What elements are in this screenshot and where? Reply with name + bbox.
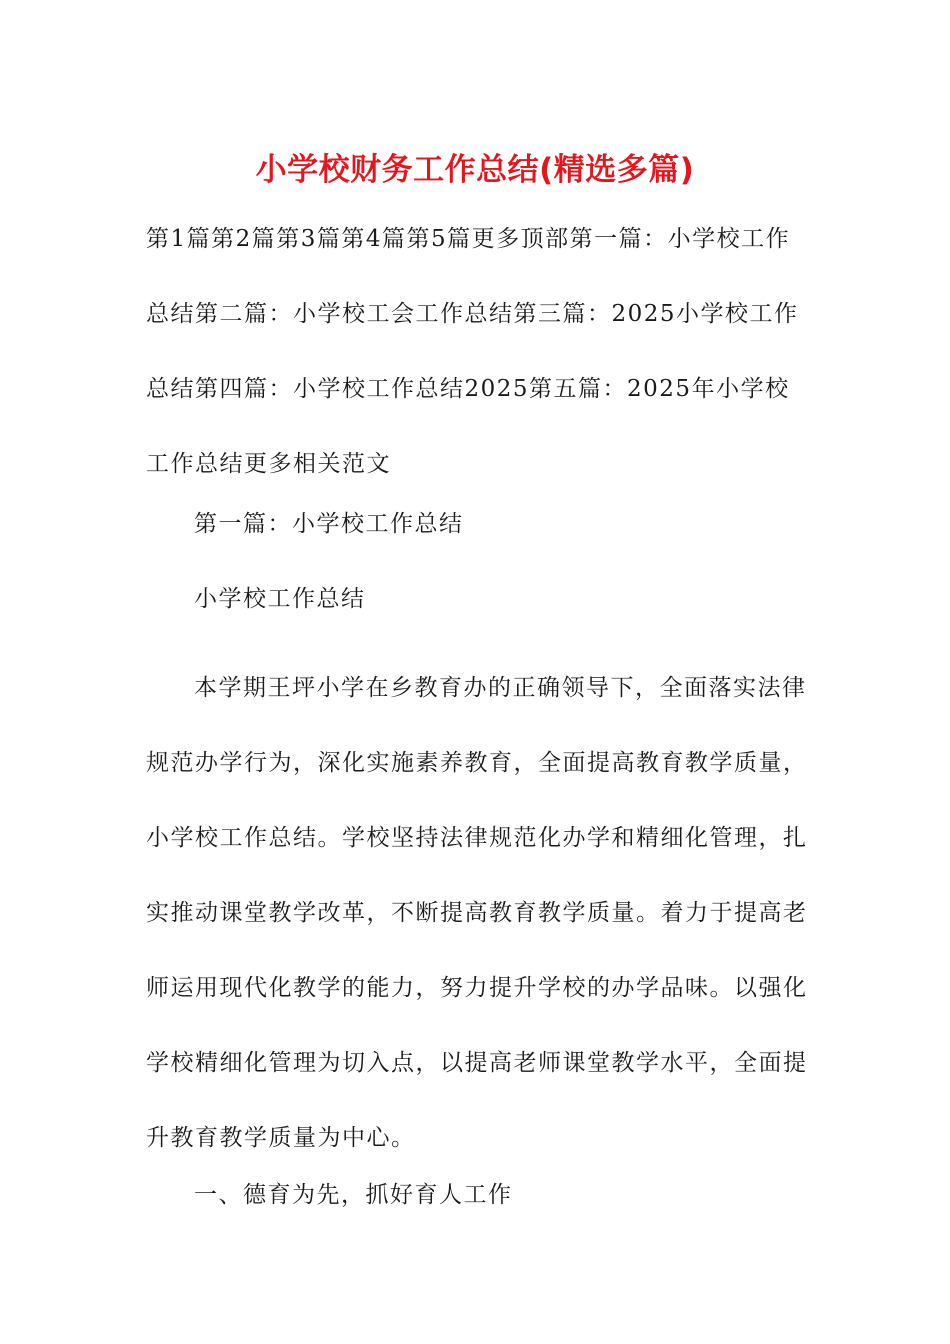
body-paragraph: 本学期王坪小学在乡教育办的正确领导下，全面落实法律规范办学行为，深化实施素养教育，全面提高教育教学质量，小学校工作总结。学校坚持法律规范化办学和精细化管理，扎实推动课堂教学改革，不断提高教育教学质量。着力于提高老师运用现代化教学的能力，努力提升学校的办学品味。以强化学校精细化管理为切入点，以提高老师课堂教学水平，全面提升教育教学质量为中心。 (146, 675, 808, 1151)
document-title: 小学校财务工作总结(精选多篇) (255, 152, 695, 188)
section-heading-moral-education: 一、德育为先，抓好育人工作 (194, 1182, 513, 1208)
section-heading-first-article: 第一篇：小学校工作总结 (194, 511, 464, 537)
intro-paragraph: 第1篇第2篇第3篇第4篇第5篇更多顶部第一篇：小学校工作总结第二篇：小学校工会工作总结第三篇：2025小学校工作总结第四篇：小学校工作总结2025第五篇：2025年小学校工作总结更多相关范文 (146, 226, 799, 477)
article-subtitle: 小学校工作总结 (194, 586, 366, 612)
